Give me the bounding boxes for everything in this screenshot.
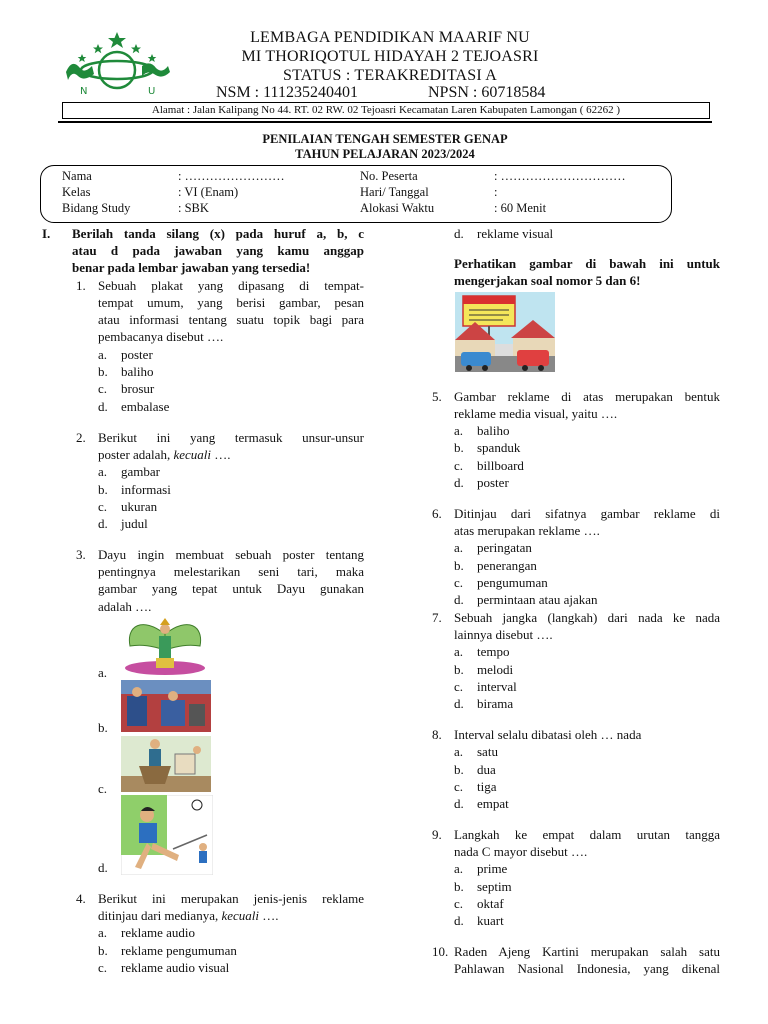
q1-line-2: tempat umum, yang berisi gambar, pesan bbox=[98, 295, 364, 310]
q7-line-1: Sebuah jangka (langkah) dari nada ke nada bbox=[454, 610, 720, 625]
billboard-image bbox=[455, 292, 555, 372]
logo-letter-n: N bbox=[80, 86, 88, 97]
q5-number: 5. bbox=[432, 389, 442, 404]
bidang-value: : SBK bbox=[178, 201, 209, 215]
q2-line-2: poster adalah, kecuali …. bbox=[98, 447, 231, 462]
q3-line-4: adalah …. bbox=[98, 599, 152, 614]
q1-option-d[interactable]: d. embalase bbox=[98, 399, 170, 414]
q1-line-3: atau informasi tentang suatu topik bagi para bbox=[98, 312, 364, 327]
q4-option-d[interactable]: d. reklame visual bbox=[454, 226, 554, 241]
hari-field[interactable]: : bbox=[494, 185, 498, 199]
q7-line-2: lainnya disebut …. bbox=[454, 627, 553, 642]
q8-option-d[interactable]: d. empat bbox=[454, 796, 509, 811]
q8-line-1: Interval selalu dibatasi oleh … nada bbox=[454, 727, 642, 742]
q4-number: 4. bbox=[76, 891, 86, 906]
picture-note-line-1: Perhatikan gambar di bawah ini untuk bbox=[454, 256, 720, 271]
q4-line-1: Berikut ini merupakan jenis-jenis reklame bbox=[98, 891, 364, 906]
dancer-image[interactable] bbox=[122, 616, 208, 678]
crafting-image[interactable] bbox=[121, 736, 211, 792]
instruction-line-2: atau d pada jawaban yang kamu anggap bbox=[72, 243, 364, 258]
q7-option-a[interactable]: a. tempo bbox=[454, 644, 510, 659]
hari-label: Hari/ Tanggal bbox=[360, 185, 429, 199]
q4-option-b[interactable]: b. reklame pengumuman bbox=[98, 943, 237, 958]
q9-option-d[interactable]: d. kuart bbox=[454, 913, 504, 928]
q5-option-b[interactable]: b. spanduk bbox=[454, 440, 521, 455]
q8-option-b[interactable]: b. dua bbox=[454, 762, 496, 777]
nu-logo bbox=[58, 30, 176, 100]
q10-line-1: Raden Ajeng Kartini merupakan salah satu bbox=[454, 944, 720, 959]
q6-line-2: atas merupakan reklame …. bbox=[454, 523, 600, 538]
q3-line-2: pentingnya melestarikan seni tari, maka bbox=[98, 564, 364, 579]
exam-year: TAHUN PELAJARAN 2023/2024 bbox=[295, 147, 475, 161]
address-box: Alamat : Jalan Kalipang No 44. RT. 02 RW. 02 Tejoasri Kecamatan Laren Kabupaten Lamongan ( 62262 ) bbox=[62, 102, 710, 119]
q5-option-c[interactable]: c. billboard bbox=[454, 458, 524, 473]
q2-option-a[interactable]: a. gambar bbox=[98, 464, 160, 479]
nama-label: Nama bbox=[62, 169, 92, 183]
q6-option-b[interactable]: b. penerangan bbox=[454, 558, 537, 573]
q3-line-1: Dayu ingin membuat sebuah poster tentang bbox=[98, 547, 364, 562]
q1-line-1: Sebuah plakat yang dipasang di tempat- bbox=[98, 278, 364, 293]
q9-option-b[interactable]: b. septim bbox=[454, 879, 512, 894]
q9-option-a[interactable]: a. prime bbox=[454, 861, 508, 876]
peserta-field[interactable]: : ………………………… bbox=[494, 169, 626, 183]
q5-line-2: reklame media visual, yaitu …. bbox=[454, 406, 618, 421]
alokasi-value: : 60 Menit bbox=[494, 201, 547, 215]
kelas-label: Kelas bbox=[62, 185, 91, 199]
football-image[interactable] bbox=[121, 795, 213, 875]
q5-line-1: Gambar reklame di atas merupakan bentuk bbox=[454, 389, 720, 404]
q2-line-1: Berikut ini yang termasuk unsur-unsur bbox=[98, 430, 364, 445]
npsn-number: NPSN : 60718584 bbox=[428, 84, 546, 101]
q1-option-a[interactable]: a. poster bbox=[98, 347, 153, 362]
q6-option-d[interactable]: d. permintaan atau ajakan bbox=[454, 592, 598, 607]
nama-field[interactable]: : …………………… bbox=[178, 169, 285, 183]
q5-option-a[interactable]: a. baliho bbox=[454, 423, 510, 438]
header-line-3: STATUS : TERAKREDITASI A bbox=[283, 67, 497, 84]
section-number: I. bbox=[42, 226, 51, 241]
q6-line-1: Ditinjau dari sifatnya gambar reklame di bbox=[454, 506, 720, 521]
q6-option-a[interactable]: a. peringatan bbox=[454, 540, 532, 555]
kelas-value: : VI (Enam) bbox=[178, 185, 239, 199]
peserta-label: No. Peserta bbox=[360, 169, 418, 183]
header-line-2: MI THORIQOTUL HIDAYAH 2 TEJOASRI bbox=[241, 48, 539, 65]
q8-option-a[interactable]: a. satu bbox=[454, 744, 498, 759]
bidang-label: Bidang Study bbox=[62, 201, 131, 215]
q4-line-2: ditinjau dari medianya, kecuali …. bbox=[98, 908, 279, 923]
q3-option-a[interactable]: a. bbox=[98, 665, 108, 680]
q8-number: 8. bbox=[432, 727, 442, 742]
exam-title: PENILAIAN TENGAH SEMESTER GENAP bbox=[262, 132, 508, 146]
q7-option-d[interactable]: d. birama bbox=[454, 696, 514, 711]
instruction-line-3: benar pada lembar jawaban yang tersedia! bbox=[72, 260, 311, 275]
q4-option-a[interactable]: a. reklame audio bbox=[98, 925, 195, 940]
q3-line-3: gambar yang tepat untuk Dayu gunakan bbox=[98, 581, 364, 596]
q3-option-c[interactable]: c. bbox=[98, 781, 108, 796]
q2-option-c[interactable]: c. ukuran bbox=[98, 499, 158, 514]
q7-option-c[interactable]: c. interval bbox=[454, 679, 517, 694]
sports-image[interactable] bbox=[121, 680, 211, 732]
q4-option-c[interactable]: c. reklame audio visual bbox=[98, 960, 230, 975]
q7-option-b[interactable]: b. melodi bbox=[454, 662, 514, 677]
q3-option-d[interactable]: d. bbox=[98, 860, 108, 875]
q3-option-b[interactable]: b. bbox=[98, 720, 108, 735]
logo-letter-u: U bbox=[148, 86, 156, 97]
q2-option-b[interactable]: b. informasi bbox=[98, 482, 171, 497]
q9-number: 9. bbox=[432, 827, 442, 842]
q6-number: 6. bbox=[432, 506, 442, 521]
q7-number: 7. bbox=[432, 610, 442, 625]
q8-option-c[interactable]: c. tiga bbox=[454, 779, 497, 794]
q1-line-4: pembacanya disebut …. bbox=[98, 329, 224, 344]
q9-line-2: nada C mayor disebut …. bbox=[454, 844, 588, 859]
q1-number: 1. bbox=[76, 278, 86, 293]
header-line-1: LEMBAGA PENDIDIKAN MAARIF NU bbox=[250, 29, 530, 46]
q9-option-c[interactable]: c. oktaf bbox=[454, 896, 504, 911]
q10-line-2: Pahlawan Nasional Indonesia, yang dikenal bbox=[454, 961, 720, 976]
instruction-line-1: Berilah tanda silang (x) pada huruf a, b, c bbox=[72, 226, 364, 241]
q3-number: 3. bbox=[76, 547, 86, 562]
q2-number: 2. bbox=[76, 430, 86, 445]
q6-option-c[interactable]: c. pengumuman bbox=[454, 575, 548, 590]
q1-option-b[interactable]: b. baliho bbox=[98, 364, 154, 379]
q2-option-d[interactable]: d. judul bbox=[98, 516, 148, 531]
nsm-number: NSM : 111235240401 bbox=[216, 84, 358, 101]
picture-note-line-2: mengerjakan soal nomor 5 dan 6! bbox=[454, 273, 641, 288]
q5-option-d[interactable]: d. poster bbox=[454, 475, 509, 490]
q9-line-1: Langkah ke empat dalam urutan tangga bbox=[454, 827, 720, 842]
alokasi-label: Alokasi Waktu bbox=[360, 201, 435, 215]
q10-number: 10. bbox=[432, 944, 449, 959]
q1-option-c[interactable]: c. brosur bbox=[98, 381, 155, 396]
header-divider bbox=[58, 121, 712, 123]
